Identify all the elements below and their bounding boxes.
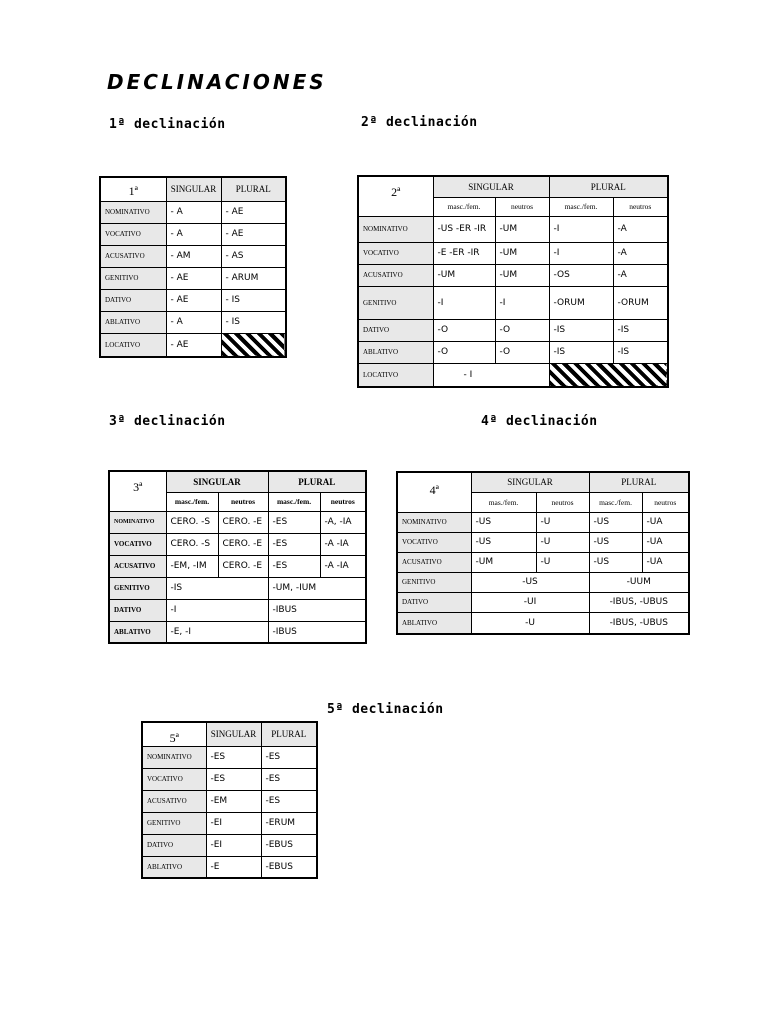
value-plural-n: -A, -IA — [320, 511, 366, 533]
value-singular-n: CERO. -E — [218, 533, 268, 555]
case-label: GENITIVO — [100, 267, 166, 289]
value-plural: -ES — [261, 790, 317, 812]
case-label: VOCATIVO — [142, 768, 206, 790]
case-label: ABLATIVO — [100, 311, 166, 333]
subheader-masc-fem: masc./fem. — [166, 492, 218, 511]
value-plural-n: -ORUM — [613, 286, 668, 319]
case-label: ABLATIVO — [397, 612, 471, 634]
subheader-masc-fem: masc./fem. — [589, 492, 642, 512]
value-singular: - AE — [166, 267, 221, 289]
table-number-label: 1ª — [128, 183, 138, 198]
value-plural: -EBUS — [261, 856, 317, 878]
value-plural-n: -UA — [642, 512, 689, 532]
value-singular-mf: CERO. -S — [166, 533, 218, 555]
value-singular: - I — [433, 363, 549, 387]
value-plural: -UUM — [589, 572, 689, 592]
value-plural-mf: -IS — [549, 341, 613, 363]
case-label: ACUSATIVO — [100, 245, 166, 267]
value-singular: -U — [471, 612, 589, 634]
value-plural: -IBUS, -UBUS — [589, 592, 689, 612]
value-plural-mf: -IS — [549, 319, 613, 341]
value-singular-mf: -UM — [471, 552, 536, 572]
value-singular: -ES — [206, 768, 261, 790]
value-plural-mf: -US — [589, 552, 642, 572]
value-plural: - AS — [221, 245, 286, 267]
value-singular-n: CERO. -E — [218, 555, 268, 577]
table-number-label: 2ª — [391, 185, 401, 199]
header-singular: SINGULAR — [471, 472, 589, 492]
table-number-label: 4ª — [429, 483, 439, 497]
value-singular-mf: -E -ER -IR — [433, 242, 495, 264]
case-label: GENITIVO — [397, 572, 471, 592]
case-label: GENITIVO — [109, 577, 166, 599]
declension-table-1 — [99, 176, 287, 358]
value-singular-mf: CERO. -S — [166, 511, 218, 533]
case-label: ACUSATIVO — [397, 552, 471, 572]
value-plural-mf: -OS — [549, 264, 613, 286]
value-singular-n: -U — [536, 552, 589, 572]
value-singular: - AM — [166, 245, 221, 267]
header-singular: SINGULAR — [166, 177, 221, 201]
case-label: DATIVO — [109, 599, 166, 621]
subheader-neutros: neutros — [495, 197, 549, 216]
section-title-3: 3ª declinación — [109, 414, 226, 429]
value-singular-mf: -US — [471, 532, 536, 552]
value-plural: -ES — [261, 768, 317, 790]
value-singular-mf: -O — [433, 319, 495, 341]
case-label: ABLATIVO — [109, 621, 166, 643]
value-singular-n: -O — [495, 319, 549, 341]
value-singular: -ES — [206, 746, 261, 768]
subheader-masc-fem: mas./fem. — [471, 492, 536, 512]
value-singular: -EM — [206, 790, 261, 812]
table-number-label: 3ª — [133, 480, 143, 494]
case-label: VOCATIVO — [109, 533, 166, 555]
subheader-masc-fem: masc./fem. — [433, 197, 495, 216]
header-plural: PLURAL — [261, 722, 317, 746]
hatched-cell — [221, 333, 286, 357]
value-plural-mf: -US — [589, 512, 642, 532]
value-plural: - IS — [221, 289, 286, 311]
value-singular: -EI — [206, 834, 261, 856]
header-singular: SINGULAR — [433, 176, 549, 197]
header-plural: PLURAL — [589, 472, 689, 492]
value-plural: - IS — [221, 311, 286, 333]
value-singular-n: -UM — [495, 216, 549, 242]
case-label: ABLATIVO — [142, 856, 206, 878]
case-label: NOMINATIVO — [109, 511, 166, 533]
value-plural-mf: -I — [549, 216, 613, 242]
value-plural: -ERUM — [261, 812, 317, 834]
value-plural: -IBUS, -UBUS — [589, 612, 689, 634]
value-singular: - A — [166, 201, 221, 223]
value-plural-mf: -ES — [268, 555, 320, 577]
value-plural-n: -A — [613, 264, 668, 286]
header-singular: SINGULAR — [206, 722, 261, 746]
case-label: ACUSATIVO — [142, 790, 206, 812]
hatched-cell — [549, 363, 668, 387]
case-label: DATIVO — [358, 319, 433, 341]
value-singular-mf: -O — [433, 341, 495, 363]
value-plural: - AE — [221, 223, 286, 245]
value-plural: -IBUS — [268, 599, 366, 621]
case-label: GENITIVO — [358, 286, 433, 319]
case-label: VOCATIVO — [358, 242, 433, 264]
value-plural: -EBUS — [261, 834, 317, 856]
value-singular: -UI — [471, 592, 589, 612]
value-singular-n: -UM — [495, 264, 549, 286]
value-plural-mf: -ES — [268, 533, 320, 555]
case-label: GENITIVO — [142, 812, 206, 834]
value-plural: -IBUS — [268, 621, 366, 643]
value-singular-n: -O — [495, 341, 549, 363]
header-plural: PLURAL — [268, 471, 366, 492]
value-singular-n: -I — [495, 286, 549, 319]
header-singular: SINGULAR — [166, 471, 268, 492]
page-title: DECLINACIONES — [107, 70, 327, 94]
subheader-neutros: neutros — [613, 197, 668, 216]
value-plural: - AE — [221, 201, 286, 223]
value-singular: -E — [206, 856, 261, 878]
subheader-neutros: neutros — [536, 492, 589, 512]
declension-table-2 — [357, 175, 669, 388]
value-singular: - AE — [166, 289, 221, 311]
case-label: ACUSATIVO — [358, 264, 433, 286]
subheader-masc-fem: masc./fem. — [268, 492, 320, 511]
case-label: VOCATIVO — [100, 223, 166, 245]
value-plural: - ARUM — [221, 267, 286, 289]
value-singular-mf: -US -ER -IR — [433, 216, 495, 242]
value-plural-n: -A -IA — [320, 533, 366, 555]
value-singular-n: CERO. -E — [218, 511, 268, 533]
value-plural-n: -A -IA — [320, 555, 366, 577]
subheader-neutros: neutros — [218, 492, 268, 511]
case-label: NOMINATIVO — [100, 201, 166, 223]
value-plural-n: -IS — [613, 341, 668, 363]
case-label: ACUSATIVO — [109, 555, 166, 577]
section-title-5: 5ª declinación — [327, 702, 444, 717]
case-label: DATIVO — [100, 289, 166, 311]
case-label: VOCATIVO — [397, 532, 471, 552]
header-plural: PLURAL — [549, 176, 668, 197]
section-title-2: 2ª declinación — [361, 115, 478, 130]
case-label: ABLATIVO — [358, 341, 433, 363]
value-singular: -I — [166, 599, 268, 621]
declension-table-4 — [396, 471, 690, 635]
case-label: DATIVO — [142, 834, 206, 856]
value-plural-n: -IS — [613, 319, 668, 341]
value-singular: -IS — [166, 577, 268, 599]
value-singular: - AE — [166, 333, 221, 357]
value-singular-n: -U — [536, 532, 589, 552]
value-singular-mf: -UM — [433, 264, 495, 286]
value-plural-mf: -US — [589, 532, 642, 552]
value-plural: -ES — [261, 746, 317, 768]
value-singular-mf: -EM, -IM — [166, 555, 218, 577]
case-label: NOMINATIVO — [142, 746, 206, 768]
value-plural-n: -A — [613, 242, 668, 264]
value-singular-n: -UM — [495, 242, 549, 264]
section-title-1: 1ª declinación — [109, 117, 226, 132]
case-label: LOCATIVO — [358, 363, 433, 387]
subheader-neutros: neutros — [320, 492, 366, 511]
value-plural-mf: -ORUM — [549, 286, 613, 319]
value-singular: -E, -I — [166, 621, 268, 643]
subheader-neutros: neutros — [642, 492, 689, 512]
case-label: NOMINATIVO — [397, 512, 471, 532]
section-title-4: 4ª declinación — [481, 414, 598, 429]
case-label: LOCATIVO — [100, 333, 166, 357]
declension-table-5 — [141, 721, 318, 879]
value-plural-mf: -I — [549, 242, 613, 264]
value-plural-n: -UA — [642, 532, 689, 552]
value-singular: - A — [166, 311, 221, 333]
case-label: NOMINATIVO — [358, 216, 433, 242]
value-singular: - A — [166, 223, 221, 245]
value-singular: -US — [471, 572, 589, 592]
case-label: DATIVO — [397, 592, 471, 612]
value-plural-mf: -ES — [268, 511, 320, 533]
header-plural: PLURAL — [221, 177, 286, 201]
value-singular: -EI — [206, 812, 261, 834]
value-plural: -UM, -IUM — [268, 577, 366, 599]
value-singular-mf: -US — [471, 512, 536, 532]
declension-table-3 — [108, 470, 367, 644]
value-singular-n: -U — [536, 512, 589, 532]
subheader-masc-fem: masc./fem. — [549, 197, 613, 216]
table-number-label: 5ª — [169, 730, 179, 745]
value-singular-mf: -I — [433, 286, 495, 319]
value-plural-n: -UA — [642, 552, 689, 572]
value-plural-n: -A — [613, 216, 668, 242]
